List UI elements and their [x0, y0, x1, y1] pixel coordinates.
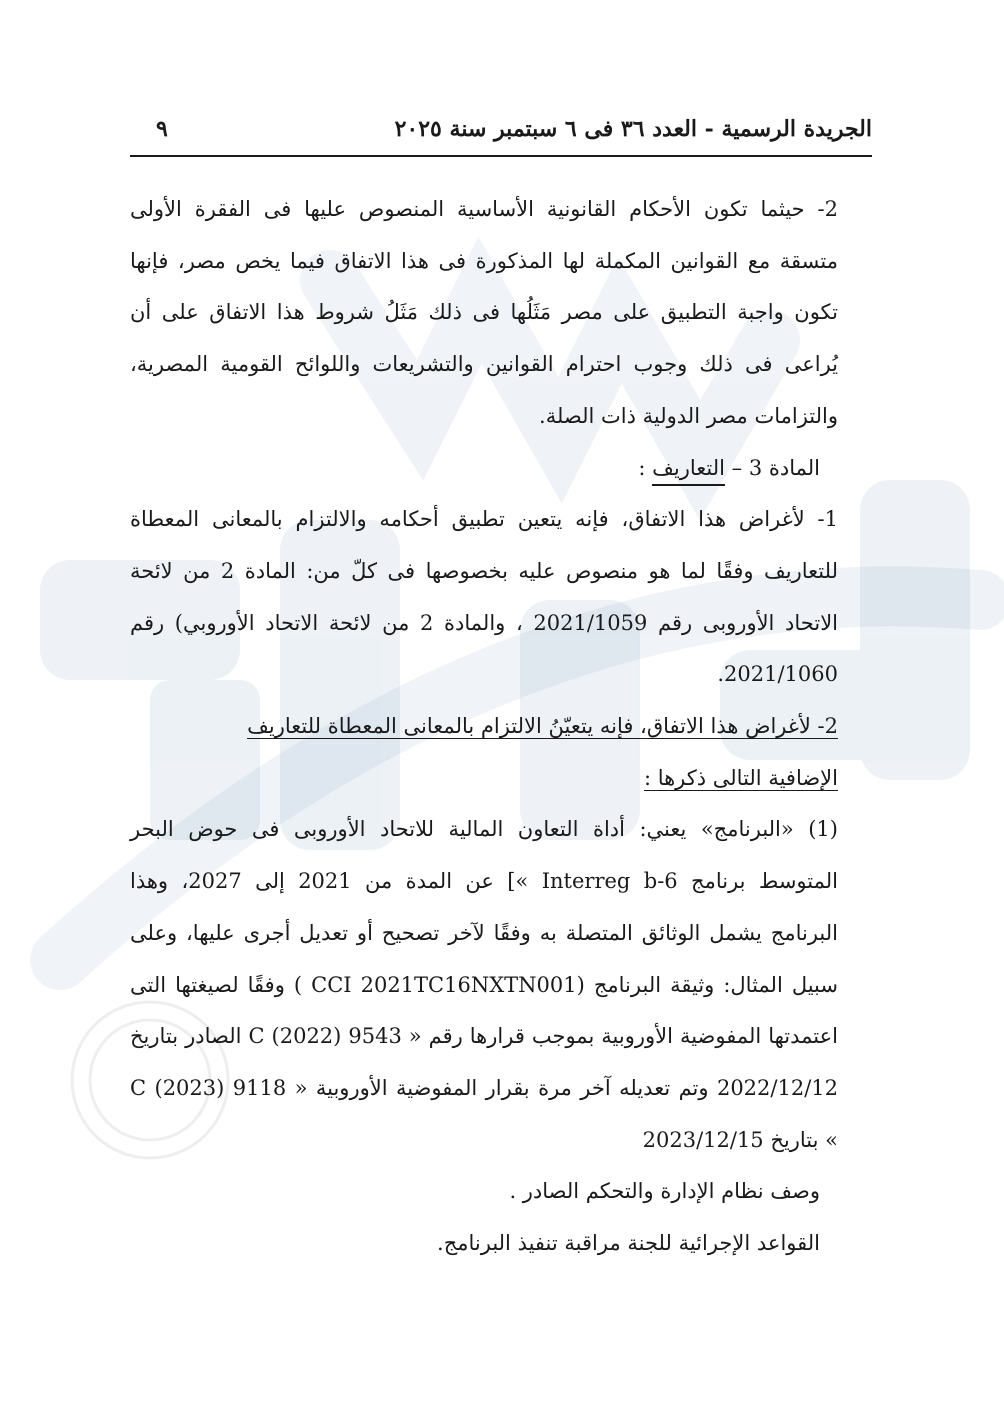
definitions-clause-2-line1: 2- لأغراض هذا الاتفاق، فإنه يتعيّنُ الالتزام بالمعانى المعطاة للتعاريف: [247, 714, 838, 739]
article-3-colon: :: [638, 455, 653, 480]
definition-monitoring-rules: القواعد الإجرائية للجنة مراقبة تنفيذ البرنامج.: [437, 1231, 820, 1256]
page-number: ٩: [156, 116, 168, 142]
article-3-label: المادة 3 –: [724, 455, 820, 480]
definition-management-system: وصف نظام الإدارة والتحكم الصادر .: [509, 1179, 820, 1204]
definition-programme: (1) «البرنامج» يعني: أداة التعاون المالية للاتحاد الأوروبى فى حوض البحر المتوسط برنامج Interreg b-6 »] عن المدة من 2021 إلى 2027، وهذا البرنامج يشمل الوثائق المتصلة به وفقًا لآخر تصحيح أو تعديل أجرى عليها، وعلى سبيل المثال: وثيقة البرنامج (CCI 2021TC16NXTN001 ) وفقًا لصيغتها التى اعتمدتها المفوضية الأوروبية بموجب قرارها رقم « 9543 (2022) C الصادر بتاريخ 2022/12/12 وتم تعديله آخر مرة بقرار المفوضية الأوروبية « 9118 (2023) C » بتاريخ 2023/12/15: [130, 817, 838, 1152]
page-header: [130, 110, 872, 154]
gazette-title: الجريدة الرسمية - العدد ٣٦ فى ٦ سبتمبر سنة ٢٠٢٥: [394, 116, 872, 142]
definitions-clause-1: 1- لأغراض هذا الاتفاق، فإنه يتعين تطبيق أحكامه والالتزام بالمعانى المعطاة للتعاريف وفقًا لما هو منصوص عليه بخصوصها فى كلّ من: المادة 2 من لائحة الاتحاد الأوروبى رقم 2021/1059 ، والمادة 2 من لائحة الاتحاد الأوروبي) رقم 2021/1060.: [130, 507, 839, 687]
document-body: [130, 184, 872, 1270]
definitions-clause-2-line2: الإضافية التالى ذكرها :: [643, 765, 838, 790]
paragraph-2: 2- حيثما تكون الأحكام القانونية الأساسية المنصوص عليها فى الفقرة الأولى متسقة مع القوانين المكملة لها المذكورة فى هذا الاتفاق فيما يخص مصر، فإنها تكون واجبة التطبيق على مصر مَثَلُها فى ذلك مَثَلُ شروط هذا الاتفاق على أن يُراعى فى ذلك وجوب احترام القوانين والتشريعات واللوائح القومية المصرية، والتزامات مصر الدولية ذات الصلة.: [130, 197, 838, 428]
article-3-title: التعاريف: [652, 456, 725, 486]
article-3-heading: [130, 443, 872, 495]
definitions-clause-2: [130, 701, 872, 804]
header-rule: [130, 155, 872, 157]
